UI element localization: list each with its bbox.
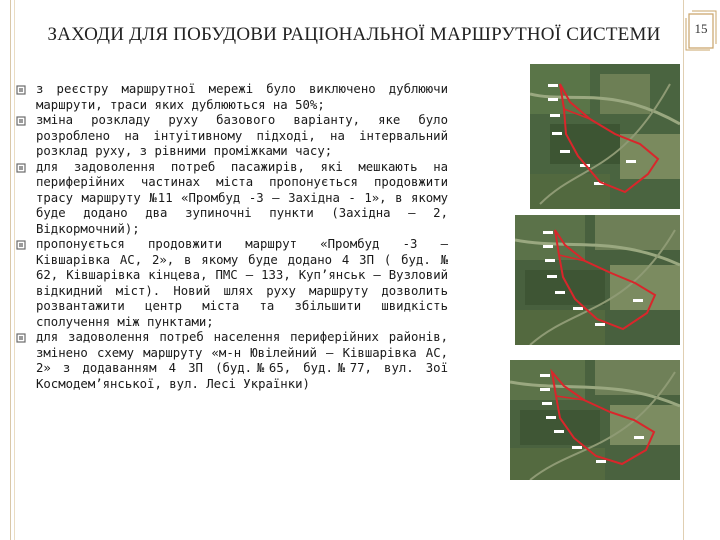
checkbox-bullet-icon bbox=[16, 240, 27, 251]
bullet-text: для задоволення потреб населення периферійних районів, змінено схему маршруту «м-н Ювілейний – Ківшарівка АС, 2» з додаванням 4 ЗП (буд.№65, буд.№77, вул. Зої Космодем’янської, вул. Лесі Українки) bbox=[36, 330, 448, 391]
route-map-3 bbox=[510, 360, 680, 480]
left-border-line bbox=[10, 0, 11, 540]
bullet-text: зміна розкладу руху базового варіанту, яке було розроблено на інтуітивному підході, на інтервальний розклад руху, з рівними проміжками часу; bbox=[36, 113, 448, 158]
bullet-item bbox=[16, 160, 448, 238]
checkbox-bullet-icon bbox=[16, 333, 27, 344]
bullet-list bbox=[16, 82, 448, 392]
satellite-map-image bbox=[515, 215, 680, 345]
checkbox-bullet-icon bbox=[16, 116, 27, 127]
left-border-line-inner bbox=[14, 0, 15, 540]
checkbox-bullet-icon bbox=[16, 163, 27, 174]
page-number: 15 bbox=[694, 21, 708, 36]
route-map-1 bbox=[530, 64, 680, 209]
page-number-badge bbox=[684, 10, 718, 52]
bullet-item bbox=[16, 82, 448, 113]
bullet-text: пропонується продовжити маршрут «Промбуд -3 – Ківшарівка АС, 2», в якому буде додано 4 ЗП ( буд. № 62, Ківшарівка кінцева, ПМС – 133, Куп’янськ – Вузловий відкидний міст). Новий шлях руху маршруту дозволить розвантажити центр міста та збільшити швидкість сполучення між пунктами; bbox=[36, 237, 448, 329]
bullet-text: з реєстру маршрутної мережі було виключено дублюючи маршрути, траси яких дублюються на 50%; bbox=[36, 82, 448, 112]
bullet-item bbox=[16, 237, 448, 330]
bullet-item bbox=[16, 330, 448, 392]
route-map-2 bbox=[515, 215, 680, 345]
slide-title: ЗАХОДИ ДЛЯ ПОБУДОВИ РАЦІОНАЛЬНОЇ МАРШРУТНОЇ СИСТЕМИ bbox=[47, 24, 661, 45]
bullet-text: для задоволення потреб пасажирів, які мешкають на периферійних частинах міста пропонується продовжити трасу маршруту №11 «Промбуд -3 – Західна - 1», в якому буде додано два зупиночні пункти (Західна – 2, Відкормочний); bbox=[36, 159, 448, 236]
bullet-item bbox=[16, 113, 448, 160]
right-border-line bbox=[683, 0, 684, 540]
checkbox-bullet-icon bbox=[16, 85, 27, 96]
satellite-map-image bbox=[510, 360, 680, 480]
satellite-map-image bbox=[530, 64, 680, 209]
